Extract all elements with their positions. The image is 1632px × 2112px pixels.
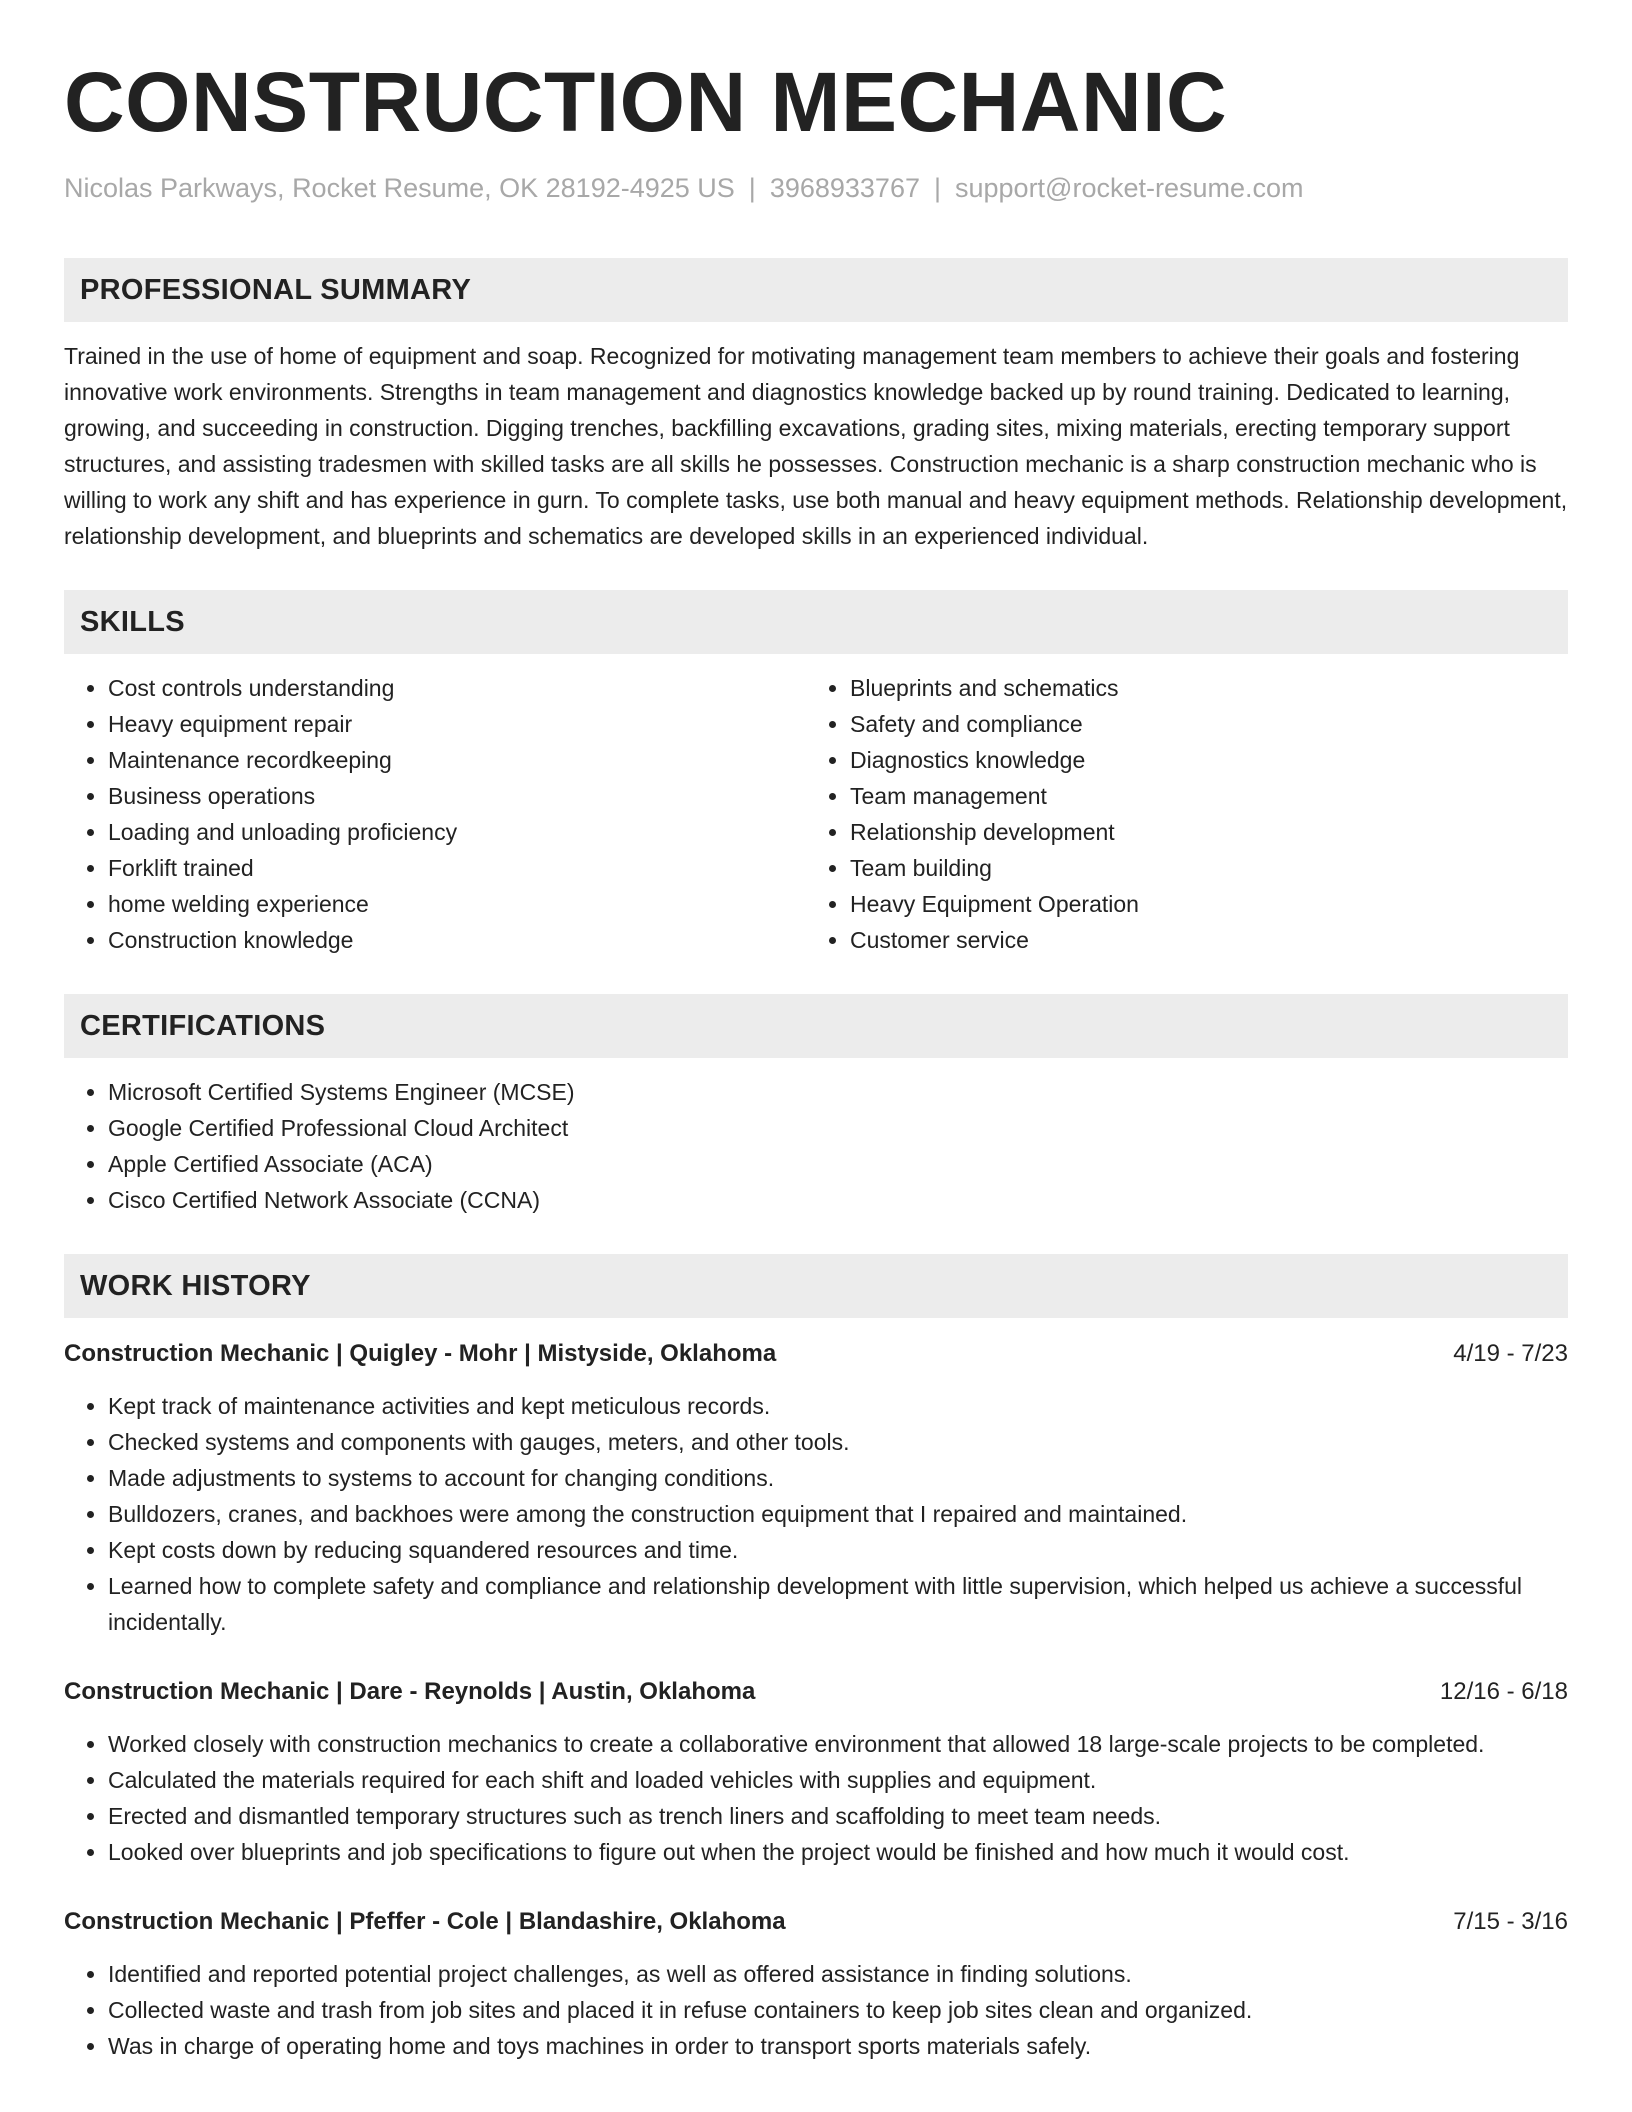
skill-item: • Cost controls understanding: [108, 670, 806, 706]
certifications-list: [64, 1074, 1568, 1218]
job-bullet: • Worked closely with construction mechanics to create a collaborative environment that allowed 18 large-scale projects to be completed.: [108, 1726, 1568, 1762]
skill-item: • Team building: [850, 850, 1548, 886]
skills-column-right: [806, 670, 1548, 958]
skill-item: • Heavy Equipment Operation: [850, 886, 1548, 922]
job-title: Construction Mechanic | Quigley - Mohr | Mistyside, Oklahoma: [64, 1340, 777, 1367]
job-entry: [64, 1674, 1568, 1870]
job-bullet: • Calculated the materials required for each shift and loaded vehicles with supplies and equipment.: [108, 1762, 1568, 1798]
job-bullet: • Bulldozers, cranes, and backhoes were among the construction equipment that I repaired and maintained.: [108, 1496, 1568, 1532]
job-bullet-list: [64, 1726, 1568, 1870]
summary-heading: PROFESSIONAL SUMMARY: [64, 258, 1568, 322]
skill-item: • Maintenance recordkeeping: [108, 742, 806, 778]
job-bullet: • Made adjustments to systems to account for changing conditions.: [108, 1460, 1568, 1496]
skill-item: • Heavy equipment repair: [108, 706, 806, 742]
job-header: [64, 1336, 1568, 1372]
job-bullet: • Erected and dismantled temporary structures such as trench liners and scaffolding to meet team needs.: [108, 1798, 1568, 1834]
job-bullet: • Collected waste and trash from job sites and placed it in refuse containers to keep job sites clean and organized.: [108, 1992, 1568, 2028]
skill-item: • Loading and unloading proficiency: [108, 814, 806, 850]
job-entry: [64, 1904, 1568, 2064]
skill-item: • Customer service: [850, 922, 1548, 958]
skills-column-left: [64, 670, 806, 958]
job-bullet: • Kept track of maintenance activities and kept meticulous records.: [108, 1388, 1568, 1424]
skill-item: • Forklift trained: [108, 850, 806, 886]
certification-item: • Apple Certified Associate (ACA): [108, 1146, 1568, 1182]
job-header: [64, 1904, 1568, 1940]
summary-text: Trained in the use of home of equipment and soap. Recognized for motivating management team members to achieve their goals and fostering innovative work environments. Strengths in team management and diagnostics knowledge backed up by round training. Dedicated to learning, growing, and succeeding in construction. Digging trenches, backfilling excavations, grading sites, mixing materials, erecting temporary support structures, and assisting tradesmen with skilled tasks are all skills he possesses. Construction mechanic is a sharp construction mechanic who is willing to work any shift and has experience in gurn. To complete tasks, use both manual and heavy equipment methods. Relationship development, relationship development, and blueprints and schematics are developed skills in an experienced individual.: [64, 343, 1568, 549]
contact-email: support@rocket-resume.com: [955, 173, 1304, 203]
job-title: Construction Mechanic | Pfeffer - Cole | Blandashire, Oklahoma: [64, 1908, 786, 1935]
job-header: [64, 1674, 1568, 1710]
work-history-heading: WORK HISTORY: [64, 1254, 1568, 1318]
skills-grid: [64, 670, 1568, 958]
skill-item: • Safety and compliance: [850, 706, 1548, 742]
skill-item: • Diagnostics knowledge: [850, 742, 1548, 778]
contact-separator: |: [748, 173, 756, 203]
certification-item: • Cisco Certified Network Associate (CCNA): [108, 1182, 1568, 1218]
skill-item: • Construction knowledge: [108, 922, 806, 958]
contact-address: Nicolas Parkways, Rocket Resume, OK 28192-4925 US: [64, 173, 735, 203]
contact-separator: |: [933, 173, 941, 203]
job-bullet: • Was in charge of operating home and toys machines in order to transport sports materials safely.: [108, 2028, 1568, 2064]
resume-page: [64, 52, 1568, 2064]
skill-item: • Business operations: [108, 778, 806, 814]
job-bullet: • Looked over blueprints and job specifications to figure out when the project would be finished and how much it would cost.: [108, 1834, 1568, 1870]
job-entry: [64, 1336, 1568, 1640]
contact-phone: 3968933767: [769, 173, 920, 203]
job-title: Construction Mechanic | Dare - Reynolds | Austin, Oklahoma: [64, 1678, 756, 1705]
certification-item: • Microsoft Certified Systems Engineer (MCSE): [108, 1074, 1568, 1110]
contact-line: [64, 170, 1568, 206]
skill-item: • Team management: [850, 778, 1548, 814]
certification-item: • Google Certified Professional Cloud Architect: [108, 1110, 1568, 1146]
job-dates: 4/19 - 7/23: [1453, 1340, 1568, 1367]
job-bullet: • Learned how to complete safety and compliance and relationship development with little supervision, which helped us achieve a successful incidentally.: [108, 1568, 1568, 1640]
job-bullet-list: [64, 1956, 1568, 2064]
skill-item: • Blueprints and schematics: [850, 670, 1548, 706]
skills-heading: SKILLS: [64, 590, 1568, 654]
job-dates: 7/15 - 3/16: [1453, 1908, 1568, 1935]
job-dates: 12/16 - 6/18: [1439, 1678, 1568, 1705]
resume-title: CONSTRUCTION MECHANIC: [64, 55, 1228, 149]
job-bullet: • Identified and reported potential project challenges, as well as offered assistance in finding solutions.: [108, 1956, 1568, 1992]
job-bullet: • Checked systems and components with gauges, meters, and other tools.: [108, 1424, 1568, 1460]
skill-item: • Relationship development: [850, 814, 1548, 850]
job-bullet: • Kept costs down by reducing squandered resources and time.: [108, 1532, 1568, 1568]
certifications-heading: CERTIFICATIONS: [64, 994, 1568, 1058]
skill-item: • home welding experience: [108, 886, 806, 922]
job-bullet-list: [64, 1388, 1568, 1640]
